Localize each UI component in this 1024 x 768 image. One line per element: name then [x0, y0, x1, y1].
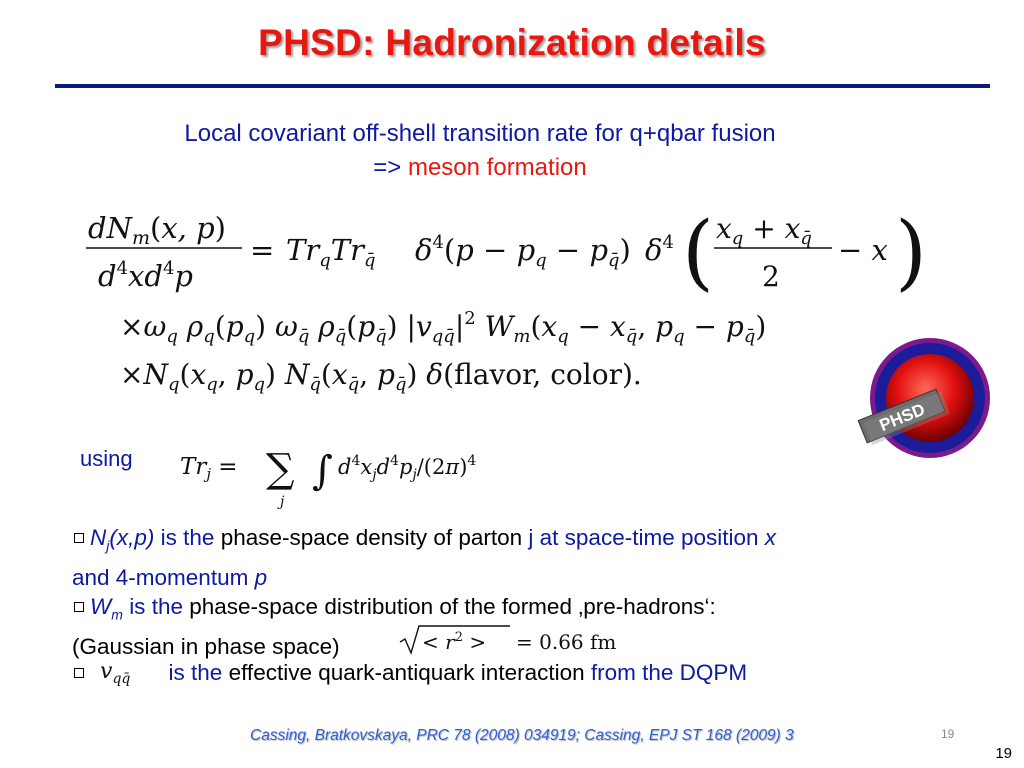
b1-line2: and 4-momentum — [72, 564, 249, 590]
v-qqbar-symbol — [96, 658, 162, 686]
svg-text:d4xd4p: $d^4xd^4p$ — [98, 258, 193, 293]
phsd-logo — [852, 336, 992, 466]
w-subscript: m — [111, 606, 123, 623]
svg-text:δ4(p − pq − pq̄): $\delta^4(p - p_q - p_{q̄})$ — [415, 232, 631, 271]
arrow-text: => — [373, 154, 402, 181]
title-divider — [55, 84, 990, 88]
svg-text:): ) — [895, 205, 927, 300]
page-number: 19 — [995, 745, 1012, 762]
bullet-square-icon — [74, 668, 84, 678]
svg-text:xq + xq̄: $x_q + x_{q̄}$ — [716, 212, 812, 249]
svg-text:×ωq ρq(pq) ωq̄ ρq̄(pq̄) |v: $\times\omega_q$ $\rho_q(p_q)$ $\omega_{q̄}$ $\rho_{q̄}(p_{q̄})$ $|v_{qq̄}|^2$ $W_m(x_q - x_{q̄}$, $p_q - p_{q̄}$) — [120, 308, 767, 347]
svg-text:(: ( — [682, 205, 714, 300]
subtitle-line-1: Local covariant off-shell transition rate for q+qbar fusion — [184, 120, 776, 147]
svg-text:< r2 >: < $r^2$ > — [422, 630, 487, 654]
svg-text:dNm(x, p): $dN_m(x$, p) — [88, 211, 226, 249]
rms-radius-formula — [398, 622, 638, 658]
b1-is-the: is the — [160, 525, 215, 550]
b2-is-the: is the — [129, 594, 183, 619]
citation: Cassing, Bratkovskaya, PRC 78 (2008) 034919; Cassing, EPJ ST 168 (2009) 3 — [250, 727, 794, 744]
b3-rest: from the DQPM — [590, 660, 748, 685]
svg-text:PHSD: PHSD — [876, 399, 928, 436]
svg-text:j: j — [280, 494, 285, 510]
svg-text:×Nq(xq, pq) Nq̄(xq̄, pq̄) δ(: $\times N_q(x_q$, $p_q$) $N_{q̄}(x_{q̄}$, $p_{q̄}$) δ(flavor, color). — [120, 358, 642, 395]
svg-text:vqq̄: $v_{qq̄}$ — [100, 659, 131, 687]
page-number-ghost: 19 — [941, 727, 955, 741]
meson-formation-text: meson formation — [407, 154, 587, 181]
svg-text:∫: ∫ — [312, 448, 333, 494]
bullet-square-icon — [74, 602, 84, 612]
svg-text:− x: − x — [838, 233, 888, 267]
svg-text:δ4: $\delta^4$ — [645, 232, 674, 267]
b2-line2: (Gaussian in phase space) — [72, 633, 340, 659]
n-args: (x,p) — [109, 525, 155, 550]
b1-phrase: phase-space density of parton — [220, 525, 523, 550]
b1-x: x — [764, 525, 777, 550]
n-symbol: N — [90, 525, 107, 550]
svg-text:TrqTrq̄: $Tr_qTr_{q̄}$ — [286, 233, 376, 271]
w-symbol: W — [90, 594, 112, 619]
bullet-interaction — [72, 657, 992, 688]
using-label: using — [80, 446, 133, 471]
b3-is-the: is the — [168, 660, 223, 685]
slide-title: PHSD: Hadronization details — [258, 22, 766, 63]
b3-phrase: effective quark-antiquark interaction — [228, 660, 585, 685]
svg-text:= 0.66 fm: = 0.66 fm — [516, 630, 617, 654]
transition-rate-equation — [80, 200, 927, 400]
svg-text:d4xjd4pj/(2π)4: $d^4x_jd^4p_j/(2\pi)^4$ — [338, 453, 477, 483]
svg-text:2: 2 — [762, 260, 780, 293]
bullet-parton-density — [72, 522, 992, 593]
svg-text:=: = — [250, 233, 275, 267]
svg-text:∑: ∑ — [266, 446, 295, 492]
n-subscript: j — [106, 537, 110, 554]
trace-definition-formula — [180, 438, 540, 508]
b1-rest: j at space-time position — [528, 525, 759, 550]
svg-text:Trj =: $Tr_j$ = — [180, 454, 238, 483]
b1-p: p — [254, 564, 268, 590]
b2-phrase: phase-space distribution of the formed ‚pre-hadrons‘: — [189, 594, 716, 619]
subtitle-line-2 — [0, 154, 960, 182]
bullet-square-icon — [74, 533, 84, 543]
